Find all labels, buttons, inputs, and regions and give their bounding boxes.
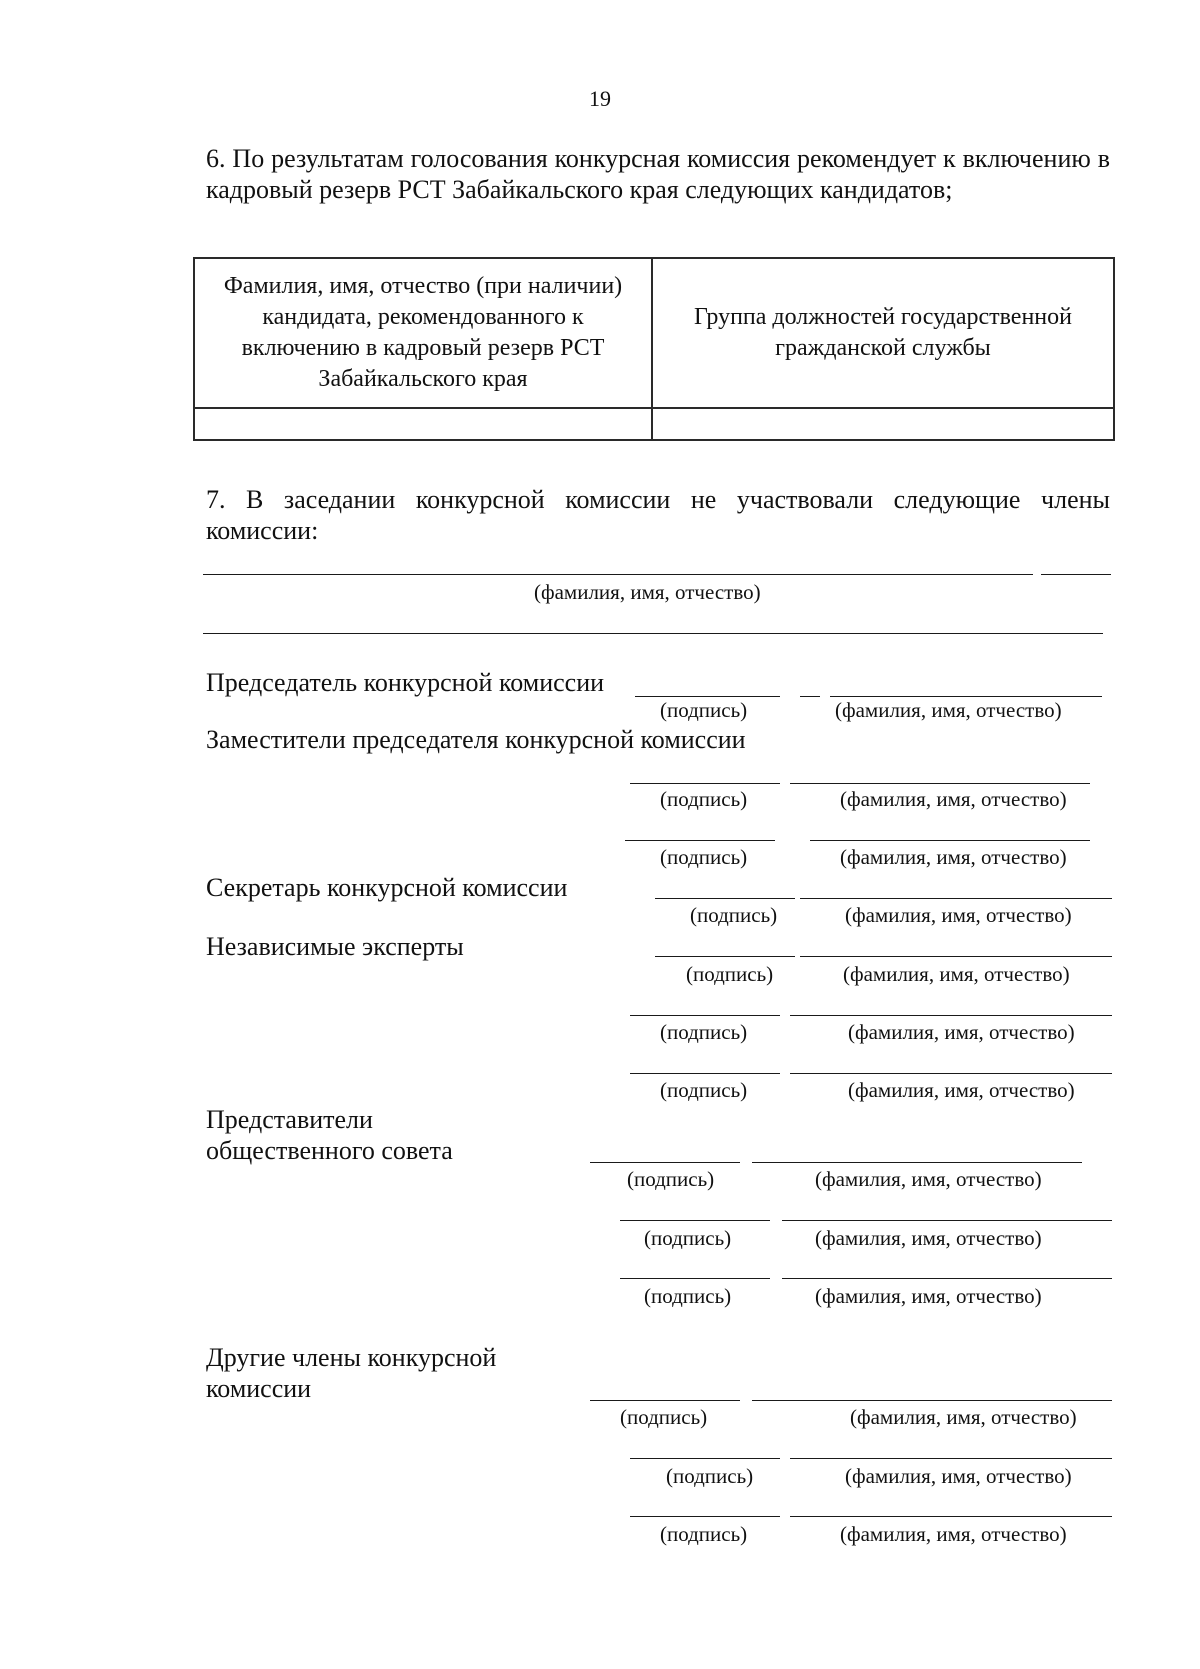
deputy-1-signature-caption: (подпись): [660, 787, 748, 811]
page-number: 19: [589, 86, 611, 111]
deputy-1-name-caption: (фамилия, имя, отчество): [840, 787, 1067, 811]
other-2-name-line[interactable]: [790, 1458, 1112, 1459]
candidates-table: [193, 257, 1115, 441]
table-header-row: [194, 258, 1114, 408]
header-position-group: Группа должностей государственной гражданской службы: [652, 258, 1114, 408]
chairman-line-gap: [800, 696, 820, 697]
role-experts: Независимые эксперты: [206, 932, 464, 961]
council-2-name-caption: (фамилия, имя, отчество): [815, 1226, 1042, 1250]
other-2-name-caption: (фамилия, имя, отчество): [845, 1464, 1072, 1488]
other-2-signature-caption: (подпись): [666, 1464, 754, 1488]
secretary-signature-caption: (подпись): [690, 903, 778, 927]
council-2-name-line[interactable]: [782, 1220, 1112, 1221]
council-1-signature-caption: (подпись): [627, 1167, 715, 1191]
secretary-name-caption: (фамилия, имя, отчество): [845, 903, 1072, 927]
cell-candidate-name[interactable]: [194, 408, 652, 440]
council-3-name-line[interactable]: [782, 1278, 1112, 1279]
header-candidate-name: Фамилия, имя, отчество (при наличии) кандидата, рекомендованного к включению в кадровый резерв РСТ Забайкальского края: [194, 258, 652, 408]
council-2-signature-caption: (подпись): [644, 1226, 732, 1250]
council-3-signature-line[interactable]: [620, 1278, 770, 1279]
absent-name-line-end[interactable]: [1041, 574, 1111, 575]
council-2-signature-line[interactable]: [620, 1220, 770, 1221]
secretary-name-line[interactable]: [800, 898, 1112, 899]
deputy-2-name-caption: (фамилия, имя, отчество): [840, 845, 1067, 869]
council-3-name-caption: (фамилия, имя, отчество): [815, 1284, 1042, 1308]
secretary-signature-line[interactable]: [655, 898, 795, 899]
chairman-name-caption: (фамилия, имя, отчество): [835, 698, 1062, 722]
expert-2-signature-line[interactable]: [630, 1015, 780, 1016]
deputy-2-name-line[interactable]: [810, 840, 1090, 841]
deputy-1-name-line[interactable]: [790, 783, 1090, 784]
council-1-signature-line[interactable]: [590, 1162, 740, 1163]
absent-name-caption: (фамилия, имя, отчество): [534, 580, 761, 604]
table-row: [194, 408, 1114, 440]
expert-2-name-line[interactable]: [790, 1015, 1112, 1016]
cell-position-group[interactable]: [652, 408, 1114, 440]
other-3-signature-line[interactable]: [630, 1516, 780, 1517]
expert-2-name-caption: (фамилия, имя, отчество): [848, 1020, 1075, 1044]
role-secretary: Секретарь конкурсной комиссии: [206, 873, 568, 902]
role-deputies: Заместители председателя конкурсной комиссии: [206, 725, 746, 754]
other-1-name-line[interactable]: [752, 1400, 1112, 1401]
role-chairman: Председатель конкурсной комиссии: [206, 668, 605, 697]
council-1-name-caption: (фамилия, имя, отчество): [815, 1167, 1042, 1191]
absent-name-line[interactable]: [203, 574, 1033, 575]
role-other-members: Другие члены конкурсной комиссии: [206, 1343, 497, 1403]
role-public-council: Представители общественного совета: [206, 1105, 453, 1165]
expert-3-signature-line[interactable]: [630, 1073, 780, 1074]
other-3-signature-caption: (подпись): [660, 1522, 748, 1546]
deputy-2-signature-line[interactable]: [625, 840, 775, 841]
expert-2-signature-caption: (подпись): [660, 1020, 748, 1044]
chairman-name-line[interactable]: [830, 696, 1102, 697]
council-1-name-line[interactable]: [752, 1162, 1082, 1163]
expert-1-signature-line[interactable]: [655, 956, 795, 957]
expert-1-name-caption: (фамилия, имя, отчество): [843, 962, 1070, 986]
expert-1-name-line[interactable]: [800, 956, 1112, 957]
chairman-signature-line[interactable]: [635, 696, 780, 697]
other-2-signature-line[interactable]: [630, 1458, 780, 1459]
other-3-name-caption: (фамилия, имя, отчество): [840, 1522, 1067, 1546]
council-3-signature-caption: (подпись): [644, 1284, 732, 1308]
expert-1-signature-caption: (подпись): [686, 962, 774, 986]
item-6-text: 6. По результатам голосования конкурсная комиссия рекомендует к включению в кадровый резерв РСТ Забайкальского края следующих кандидатов;: [206, 144, 1110, 204]
expert-3-signature-caption: (подпись): [660, 1078, 748, 1102]
expert-3-name-caption: (фамилия, имя, отчество): [848, 1078, 1075, 1102]
other-1-signature-line[interactable]: [590, 1400, 740, 1401]
other-1-name-caption: (фамилия, имя, отчество): [850, 1405, 1077, 1429]
other-1-signature-caption: (подпись): [620, 1405, 708, 1429]
item-7-text: 7. В заседании конкурсной комиссии не участвовали следующие члены комиссии:: [206, 485, 1110, 545]
deputy-2-signature-caption: (подпись): [660, 845, 748, 869]
chairman-signature-caption: (подпись): [660, 698, 748, 722]
other-3-name-line[interactable]: [790, 1516, 1112, 1517]
expert-3-name-line[interactable]: [790, 1073, 1112, 1074]
deputy-1-signature-line[interactable]: [630, 783, 780, 784]
absent-name-line-2[interactable]: [203, 633, 1103, 634]
